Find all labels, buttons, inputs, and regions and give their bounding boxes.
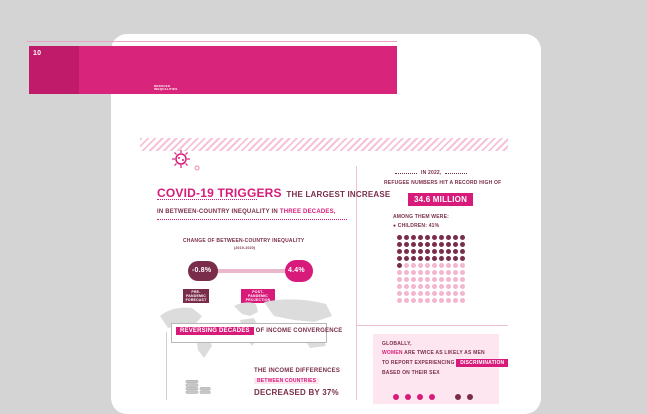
three-decades-text: THREE DECADES, (279, 209, 336, 215)
adult-dot (411, 263, 416, 268)
man-dot (455, 394, 461, 400)
virus-icon (172, 150, 190, 168)
adult-dot (418, 277, 423, 282)
adult-dot (446, 298, 451, 303)
adult-dot (446, 263, 451, 268)
child-dot (411, 249, 416, 254)
adult-dot (411, 277, 416, 282)
year-rule-right (445, 173, 467, 175)
between-country-text: IN BETWEEN-COUNTRY INEQUALITY IN (157, 209, 278, 215)
adult-dot (425, 298, 430, 303)
child-dot (397, 235, 402, 240)
refugee-number: 34.6 MILLION (408, 193, 473, 206)
adult-dot (453, 284, 458, 289)
child-dot (446, 235, 451, 240)
child-dot (411, 242, 416, 247)
adult-dot (425, 291, 430, 296)
child-dot (404, 242, 409, 247)
adult-dot (411, 291, 416, 296)
adult-dot (460, 298, 465, 303)
adult-dot (439, 270, 444, 275)
equality-arrows-icon (148, 101, 172, 123)
child-dot (439, 235, 444, 240)
reversing-rest: OF INCOME CONVERGENCE (255, 328, 343, 334)
discrimination-text: DISCRIMINATION (456, 359, 508, 367)
adult-dot (404, 298, 409, 303)
child-dot (397, 256, 402, 261)
child-dot (397, 263, 402, 268)
child-dot (432, 235, 437, 240)
child-dot (397, 242, 402, 247)
change-title: CHANGE OF BETWEEN-COUNTRY INEQUALITY (183, 238, 305, 244)
adult-dot (446, 277, 451, 282)
title-line-1: REDUCE INEQUALITY WITHIN AND (202, 93, 426, 108)
adult-dot (397, 291, 402, 296)
twice-likely-text: ARE TWICE AS LIKELY AS MEN (404, 350, 485, 356)
adult-dot (432, 270, 437, 275)
adult-dot (432, 277, 437, 282)
child-dot (425, 256, 430, 261)
woman-dot (429, 394, 435, 400)
refugee-year: IN 2022, (421, 170, 442, 176)
report-text: TO REPORT EXPERIENCING (382, 360, 455, 366)
adult-dot (453, 277, 458, 282)
adult-dot (418, 270, 423, 275)
adult-dot (439, 298, 444, 303)
woman-dot (393, 394, 399, 400)
child-dot (397, 249, 402, 254)
striped-band (140, 138, 508, 151)
sdg-number: 10 (33, 50, 42, 57)
adult-dot (432, 298, 437, 303)
woman-dot (405, 394, 411, 400)
adult-dot (453, 270, 458, 275)
coin-stack-icon (184, 370, 214, 410)
adult-dot (418, 263, 423, 268)
adult-dot (460, 284, 465, 289)
adult-dot (460, 270, 465, 275)
connector-line (166, 332, 167, 400)
child-dot (460, 256, 465, 261)
child-dot (460, 242, 465, 247)
subline-underline (157, 219, 347, 221)
adult-dot (425, 263, 430, 268)
adult-dot (460, 277, 465, 282)
child-dot (418, 249, 423, 254)
adult-dot (397, 284, 402, 289)
man-dot (467, 394, 473, 400)
adult-dot (425, 277, 430, 282)
reversing-highlight: REVERSING DECADES (176, 327, 254, 335)
positive-value: 4.4% (288, 267, 305, 274)
change-years: (2019-2020) (234, 246, 256, 250)
child-dot (411, 235, 416, 240)
sdg-banner (29, 46, 397, 94)
adult-dot (411, 298, 416, 303)
adult-dot (432, 284, 437, 289)
adult-dot (439, 263, 444, 268)
child-dot (411, 256, 416, 261)
child-dot (453, 242, 458, 247)
globally-line-3 (382, 360, 508, 366)
headline-underline (157, 199, 257, 201)
adult-dot (460, 291, 465, 296)
child-dot (446, 242, 451, 247)
adult-dot (404, 270, 409, 275)
child-dot (453, 249, 458, 254)
adult-dot (439, 284, 444, 289)
adult-dot (404, 284, 409, 289)
reversing-text (176, 328, 343, 334)
adult-dot (432, 263, 437, 268)
globally-line-4: BASED ON THEIR SEX (382, 370, 440, 376)
child-dot (404, 235, 409, 240)
child-dot (453, 235, 458, 240)
child-dot (418, 242, 423, 247)
adult-dot (439, 277, 444, 282)
top-rule (27, 41, 397, 42)
child-dot (418, 256, 423, 261)
child-dot (404, 256, 409, 261)
child-dot (418, 235, 423, 240)
adult-dot (460, 263, 465, 268)
adult-dot (397, 270, 402, 275)
adult-dot (446, 284, 451, 289)
child-dot (460, 249, 465, 254)
adult-dot (404, 263, 409, 268)
adult-dot (453, 263, 458, 268)
adult-dot (418, 291, 423, 296)
post-pandemic-tag: POST-PANDEMIC PROJECTION (241, 289, 275, 303)
income-line-1: THE INCOME DIFFERENCES (254, 368, 341, 374)
refugee-line: REFUGEE NUMBERS HIT A RECORD HIGH OF (384, 180, 502, 186)
refugee-dot-grid (397, 235, 469, 307)
adult-dot (446, 270, 451, 275)
child-dot (432, 249, 437, 254)
adult-dot (411, 270, 416, 275)
adult-dot (432, 291, 437, 296)
women-text: WOMEN (382, 350, 403, 356)
income-line-3: DECREASED BY 37% (254, 388, 339, 397)
covid-subline (157, 209, 336, 215)
child-dot (460, 235, 465, 240)
sdg-title (202, 93, 462, 123)
section-divider (356, 325, 508, 326)
covid-triggers-text: COVID-19 TRIGGERS (157, 186, 282, 200)
adult-dot (397, 298, 402, 303)
sdg-label: REDUCED INEQUALITIES (154, 84, 178, 91)
adult-dot (446, 291, 451, 296)
globally-line-2 (382, 350, 485, 356)
negative-value: -0.8% (192, 267, 212, 274)
adult-dot (439, 291, 444, 296)
adult-dot (453, 291, 458, 296)
adult-dot (418, 298, 423, 303)
adult-dot (425, 270, 430, 275)
title-line-2: AMONG COUNTRIES (202, 108, 335, 123)
child-dot (425, 242, 430, 247)
year-rule-left (395, 173, 417, 175)
adult-dot (404, 291, 409, 296)
child-dot (432, 242, 437, 247)
largest-increase-text: THE LARGEST INCREASE (286, 190, 391, 199)
child-dot (439, 256, 444, 261)
adult-dot (404, 277, 409, 282)
small-virus-icon (193, 164, 201, 172)
child-dot (446, 256, 451, 261)
globally-line-1: GLOBALLY, (382, 341, 412, 347)
adult-dot (418, 284, 423, 289)
child-dot (404, 249, 409, 254)
woman-dot (417, 394, 423, 400)
child-dot (439, 249, 444, 254)
child-dot (453, 256, 458, 261)
child-dot (432, 256, 437, 261)
adult-dot (453, 298, 458, 303)
child-dot (425, 235, 430, 240)
pre-pandemic-tag: PRE-PANDEMIC FORECAST (183, 289, 209, 303)
child-dot (446, 249, 451, 254)
children-share: ● CHILDREN: 41% (393, 223, 440, 229)
adult-dot (397, 277, 402, 282)
income-line-2: BETWEEN COUNTRIES (254, 378, 319, 384)
adult-dot (411, 284, 416, 289)
child-dot (439, 242, 444, 247)
adult-dot (425, 284, 430, 289)
child-dot (425, 249, 430, 254)
among-them: AMONG THEM WERE: (393, 214, 449, 220)
